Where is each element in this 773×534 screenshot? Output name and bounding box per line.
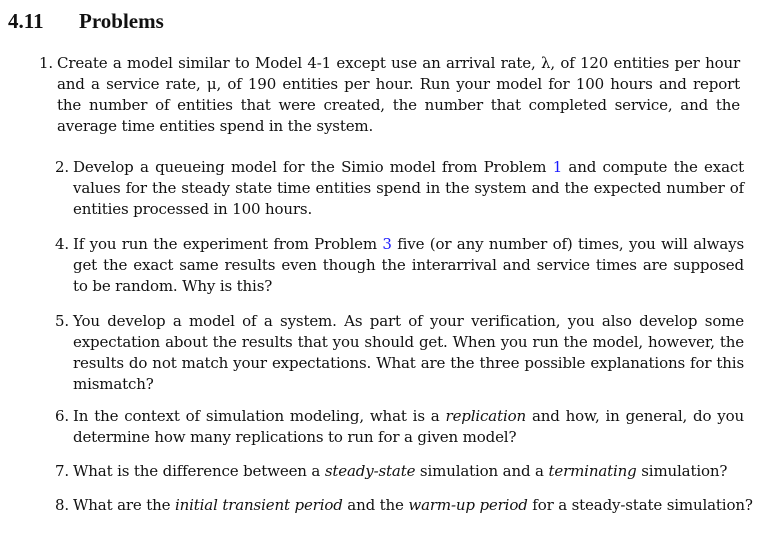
problem-text-part: What are the xyxy=(73,496,175,514)
emphasized-term: replication xyxy=(445,407,527,425)
problem-number: 8. xyxy=(54,496,69,514)
problem-2 xyxy=(54,157,744,220)
problem-text xyxy=(73,461,744,482)
emphasized-term: steady-state xyxy=(324,462,416,480)
problem-text-part: and compute the exact values for the steady state time entities spend in the system and the expected number of entities processed in 100 hours. xyxy=(73,158,744,218)
problem-text xyxy=(73,157,744,220)
problem-number: 1. xyxy=(38,54,53,72)
problem-text xyxy=(73,495,763,516)
problem-number: 7. xyxy=(54,462,69,480)
problem-text-part: Develop a queueing model for the Simio model from Problem xyxy=(73,158,553,176)
problem-text-part: If you run the experiment from Problem xyxy=(73,235,383,253)
problem-text-part: for a steady-state simulation? xyxy=(527,496,753,514)
problem-text: Create a model similar to Model 4-1 except use an arrival rate, λ, of 120 entities per hour and a service rate, μ, of 190 entities per hour. Run your model for 100 hours and report the number of entities that were created, the number that completed service, and the average time entities spend in the system. xyxy=(57,54,740,135)
problem-5 xyxy=(54,311,744,395)
problem-text-part: simulation and a xyxy=(415,462,549,480)
problem-text-part: In the context of simulation modeling, what is a xyxy=(73,407,446,425)
problem-number: 6. xyxy=(54,407,69,425)
problem-text-part: What is the difference between a xyxy=(73,462,325,480)
problem-text-part: simulation? xyxy=(636,462,728,480)
problem-reference-link[interactable]: 1 xyxy=(552,158,563,176)
problem-text xyxy=(73,234,744,297)
problem-number: 4. xyxy=(54,235,69,253)
problem-7 xyxy=(54,461,744,482)
problem-text: You develop a model of a system. As part of your verification, you also develop some expectation about the results that you should get. When you run the model, however, the results do not match your expectations. What are the three possible explanations for this mismatch? xyxy=(73,312,744,393)
problem-6 xyxy=(54,406,745,448)
section-heading xyxy=(8,9,164,33)
problem-number: 2. xyxy=(54,158,69,176)
problem-text-part: five (or any number of) times, you will always get the exact same results even though the interarrival and service times are supposed to be random. Why is this? xyxy=(73,235,744,295)
problem-1 xyxy=(38,53,740,137)
emphasized-term: terminating xyxy=(548,462,637,480)
problem-reference-link[interactable]: 3 xyxy=(382,235,392,253)
problem-number: 5. xyxy=(54,312,69,330)
problem-text-part: and the xyxy=(342,496,409,514)
problem-4 xyxy=(54,234,744,297)
emphasized-term: initial transient period xyxy=(174,496,343,514)
section-number: 4.11 xyxy=(8,9,44,33)
problem-text-part: and how, in general, do you determine how many replications to run for a given model? xyxy=(73,407,745,446)
problem-8 xyxy=(54,495,763,516)
section-title: Problems xyxy=(79,9,164,33)
problem-text xyxy=(73,406,744,448)
emphasized-term: warm-up period xyxy=(408,496,528,514)
